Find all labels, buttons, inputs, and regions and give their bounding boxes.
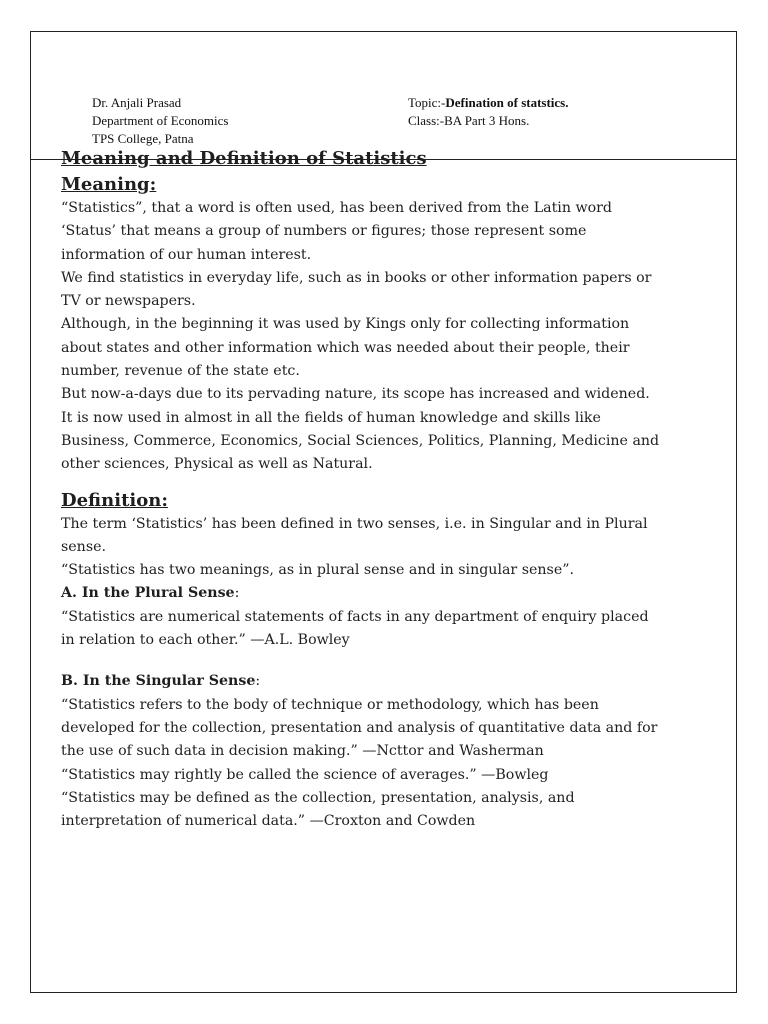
plural-sense-colon: :: [234, 585, 240, 602]
plural-quote-1: “Statistics are numerical statements of facts in any department of enquiry placed in relation to each other.” —A.L. Bowley: [61, 608, 649, 649]
meaning-paragraph-5: It is now used in almost in all the fields of human knowledge and skills like Business, Commerce, Economics, Social Sciences, Politics, Planning, Medicine and other sciences, Physical as well as Natural.: [61, 409, 660, 473]
topic-block: [408, 94, 569, 130]
singular-quote-3: “Statistics may be defined as the collection, presentation, analysis, and interpretation of numerical data.” —Croxton and Cowden: [61, 789, 575, 830]
meaning-heading: Meaning:: [61, 174, 157, 195]
singular-sense-colon: :: [255, 673, 261, 690]
singular-sense-title: B. In the Singular Sense: [61, 673, 256, 690]
singular-quote-2: “Statistics may rightly be called the science of averages.” —Bowleg: [61, 766, 549, 783]
meaning-paragraph-3: Although, in the beginning it was used by Kings only for collecting information about states and other information which was needed about their people, their number, revenue of the state etc.: [61, 316, 630, 380]
spacer: [61, 652, 661, 670]
topic-prefix: Topic:-: [408, 95, 446, 110]
class-line: Class:-BA Part 3 Hons.: [408, 113, 530, 128]
spacer: [61, 477, 661, 488]
plural-sense-title: A. In the Plural Sense: [61, 585, 235, 602]
topic-line: [408, 94, 569, 112]
document-title: Meaning and Definition of Statistics: [61, 148, 427, 169]
definition-paragraph-2: “Statistics has two meanings, as in plural sense and in singular sense”.: [61, 562, 574, 579]
meaning-paragraph-4: But now-a-days due to its pervading nature, its scope has increased and widened.: [61, 386, 650, 403]
definition-heading: Definition:: [61, 489, 168, 511]
singular-quote-1: “Statistics refers to the body of technique or methodology, which has been developed for the collection, presentation and analysis of quantitative data and for the use of such data in decision making.” —Ncttor and Washerman: [61, 696, 658, 760]
plural-sense-heading: [61, 582, 661, 605]
meaning-paragraph-1: “Statistics”, that a word is often used, has been derived from the Latin word ‘Status’ that means a group of numbers or figures; those represent some information of our human interest.: [61, 200, 613, 263]
document-body: [61, 146, 661, 833]
topic-value: Defination of statstics.: [445, 95, 569, 110]
author-department: Department of Economics: [92, 113, 229, 128]
singular-sense-heading: [61, 670, 661, 693]
meaning-paragraph-2: We find statistics in everyday life, such as in books or other information papers or TV or newspapers.: [61, 269, 652, 310]
definition-paragraph-1: The term ‘Statistics’ has been defined in two senses, i.e. in Singular and in Plural sense.: [61, 515, 648, 555]
author-block: [92, 94, 228, 148]
document-header: [31, 32, 736, 160]
author-name: Dr. Anjali Prasad: [92, 95, 182, 110]
author-college: TPS College, Patna: [92, 131, 194, 146]
